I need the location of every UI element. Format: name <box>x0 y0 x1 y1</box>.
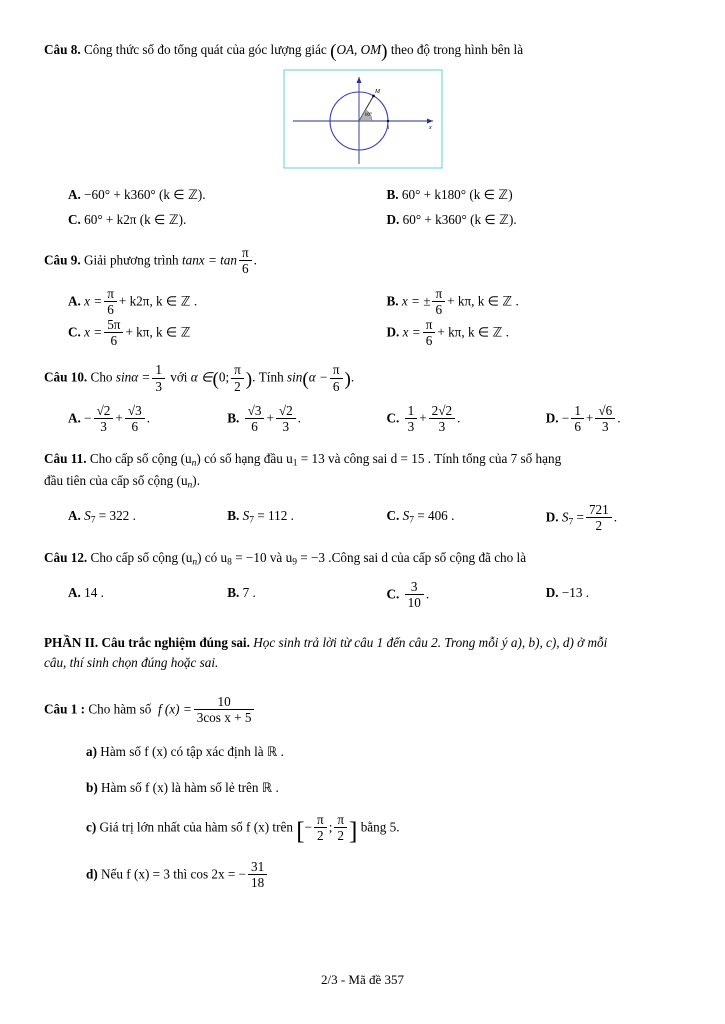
sin-alpha: sinα = <box>115 370 151 386</box>
option-10-c[interactable] <box>363 404 522 435</box>
item-letter: d) <box>86 866 98 882</box>
option-value: = <box>576 509 584 525</box>
option-text: 7 . <box>242 584 256 600</box>
unit-circle-diagram <box>283 69 443 169</box>
numerator: π <box>423 317 436 333</box>
option-pre: x = ± <box>401 293 431 309</box>
numerator: 1 <box>405 403 418 419</box>
option-pre: x = <box>402 324 421 340</box>
option-8-b[interactable] <box>363 182 682 207</box>
alpha-membership: α ∈ <box>190 370 213 386</box>
option-letter: C. <box>386 586 400 602</box>
option-symbol: S <box>242 507 250 523</box>
question-12-options <box>44 580 681 611</box>
paren-close: ) <box>381 41 388 63</box>
subscript-8: 8 <box>227 557 232 568</box>
subscript: 7 <box>409 515 414 526</box>
numerator: 721 <box>586 502 612 518</box>
denominator: 3 <box>407 418 415 434</box>
subscript-n: n <box>192 557 198 568</box>
subscript-n: n <box>191 458 197 469</box>
page-footer: 2/3 - Mã đề 357 <box>320 972 405 987</box>
question-10-label: Câu 10. <box>44 370 88 386</box>
option-text: 60° + k2π (k ∈ ℤ). <box>84 212 187 228</box>
option-11-d[interactable] <box>522 503 681 534</box>
option-letter: A. <box>68 293 81 309</box>
option-letter: D. <box>545 584 559 600</box>
option-letter: D. <box>545 509 559 525</box>
option-post: + kπ, k ∈ ℤ <box>125 324 191 340</box>
paren-open: ( <box>330 41 337 63</box>
option-letter: D. <box>386 212 400 228</box>
question-10-text-4: . <box>350 370 355 386</box>
question-10-options <box>44 404 681 435</box>
fraction <box>571 403 584 434</box>
option-text: 60° + k180° (k ∈ ℤ) <box>401 187 513 203</box>
item-letter: c) <box>86 819 97 835</box>
option-9-c[interactable] <box>44 318 363 349</box>
option-sign: − <box>561 410 570 426</box>
question-9-equation-lead: tanx = tan <box>181 253 237 268</box>
fraction <box>432 286 445 317</box>
numerator: π <box>330 362 343 378</box>
option-symbol: S <box>402 507 410 523</box>
paren-open: ( <box>212 369 219 391</box>
denominator: 3cos x + 5 <box>196 709 252 725</box>
denominator: 6 <box>574 418 581 434</box>
option-letter: B. <box>386 293 399 309</box>
fraction <box>194 694 255 725</box>
question-11-text-4: đầu tiên của cấp số cộng (u <box>44 473 188 489</box>
option-tail: . <box>425 586 430 602</box>
fraction <box>423 317 436 348</box>
numerator: 1 <box>152 362 165 378</box>
option-tail: . <box>617 410 621 426</box>
option-letter: C. <box>68 212 81 228</box>
option-10-a[interactable] <box>44 404 203 435</box>
question-11-text-5: ). <box>192 473 200 489</box>
question-8-label: Câu 8. <box>44 42 81 57</box>
option-text: 60° + k360° (k ∈ ℤ). <box>402 212 517 228</box>
numerator: 10 <box>194 694 255 710</box>
question-9-label: Câu 9. <box>44 253 81 268</box>
denominator: 6 <box>131 418 139 434</box>
denominator: 3 <box>601 418 609 434</box>
numerator: 31 <box>248 859 267 875</box>
part-2-heading <box>44 633 681 673</box>
option-letter: A. <box>68 507 81 523</box>
option-operator: + <box>419 410 427 426</box>
interval-left: 0; <box>218 370 230 386</box>
item-text-post: bằng 5. <box>360 819 400 835</box>
fraction <box>239 245 252 276</box>
denominator: 2 <box>317 828 324 844</box>
denominator: 2 <box>234 378 241 394</box>
option-letter: D. <box>386 324 400 340</box>
option-sign: − <box>84 410 92 426</box>
numerator: √3 <box>125 403 145 419</box>
interval-separator: ; <box>328 819 333 835</box>
question-8-arg: OA, OM <box>336 42 382 57</box>
option-post: + kπ, k ∈ ℤ . <box>447 293 519 309</box>
question-8-text-after: theo độ trong hình bên là <box>390 42 524 57</box>
numerator: 5π <box>104 317 123 333</box>
question-12-text-2: ) có u <box>197 550 228 566</box>
option-12-b[interactable] <box>203 580 362 611</box>
option-letter: C. <box>386 507 400 523</box>
paren-open: ( <box>302 369 309 391</box>
fraction <box>94 403 114 434</box>
subscript: 7 <box>249 515 254 526</box>
label-angle: 60° <box>364 113 372 119</box>
numerator: √2 <box>276 403 296 419</box>
option-letter: C. <box>386 410 400 426</box>
denominator: 6 <box>332 378 340 394</box>
question-11-text-2: ) có số hạng đầu u <box>196 451 293 467</box>
question-12-label: Câu 12. <box>44 550 88 566</box>
label-unit: 1 <box>386 126 389 132</box>
numerator: π <box>239 245 252 261</box>
option-post: + k2π, k ∈ ℤ . <box>118 293 198 309</box>
fraction <box>405 403 418 434</box>
part2-question-1-intro: Cho hàm số <box>88 701 152 717</box>
numerator: 3 <box>405 579 424 595</box>
option-operator: + <box>585 410 594 426</box>
question-11-options <box>44 503 681 534</box>
item-text: Hàm số f (x) có tập xác định là ℝ . <box>100 743 284 759</box>
numerator: π <box>432 286 445 302</box>
fraction <box>586 502 612 533</box>
option-8-a[interactable] <box>44 182 363 207</box>
denominator: 6 <box>425 333 433 349</box>
question-10-text-2: với <box>170 370 188 386</box>
fraction <box>276 403 296 434</box>
part2-q1-item-a[interactable] <box>44 741 681 762</box>
denominator: 6 <box>242 261 249 277</box>
label-point-m: M <box>374 89 380 96</box>
denominator: 10 <box>407 594 421 610</box>
option-9-b[interactable] <box>363 287 682 318</box>
part-2-title: PHẦN II. Câu trắc nghiệm đúng sai. <box>44 634 250 650</box>
part2-question-1-label: Câu 1 : <box>44 701 86 717</box>
option-tail: . <box>297 410 302 426</box>
question-11 <box>44 449 681 494</box>
item-text-pre: Nếu f (x) = 3 thì cos 2x = − <box>101 866 247 882</box>
fraction <box>125 403 145 434</box>
option-text: 14 . <box>84 584 104 600</box>
question-8-text: Công thức số đo tổng quát của góc lượng giác <box>83 42 327 57</box>
function-definition: f (x) = <box>157 701 192 717</box>
question-8-figure <box>283 69 443 173</box>
question-11-label: Câu 11. <box>44 451 87 467</box>
option-operator: + <box>115 410 123 426</box>
bracket-close: ] <box>349 817 358 845</box>
option-9-d[interactable] <box>363 318 682 349</box>
question-10-text-1: Cho <box>90 370 113 386</box>
question-10 <box>44 363 681 394</box>
label-axis-x: x <box>428 125 432 132</box>
option-11-a[interactable] <box>44 503 203 534</box>
numerator: π <box>314 812 327 828</box>
option-11-c[interactable] <box>363 503 522 534</box>
part-2-desc-2: câu, thí sinh chọn đúng hoặc sai. <box>44 654 219 670</box>
fraction <box>104 317 123 348</box>
subscript: 7 <box>90 515 96 526</box>
option-letter: A. <box>68 410 81 426</box>
question-9-equation-tail: . <box>253 253 257 268</box>
option-value: = 322 . <box>98 507 136 523</box>
option-8-d[interactable] <box>363 207 682 232</box>
item-letter: a) <box>86 743 97 759</box>
question-9-options <box>44 287 681 350</box>
option-12-c[interactable] <box>363 580 522 611</box>
fraction <box>245 403 265 434</box>
option-value: = 406 . <box>417 507 455 523</box>
denominator: 2 <box>595 518 603 534</box>
option-tail: . <box>146 410 150 426</box>
option-letter: B. <box>227 507 240 523</box>
option-pre: x = <box>84 293 103 309</box>
paren-close: ) <box>344 369 351 391</box>
numerator: √3 <box>245 403 265 419</box>
option-letter: B. <box>227 410 240 426</box>
question-8 <box>44 40 681 63</box>
denominator: 3 <box>282 418 290 434</box>
question-9-text: Giải phương trình <box>83 253 179 268</box>
denominator: 6 <box>251 418 258 434</box>
option-pre: x = <box>84 324 103 340</box>
option-letter: A. <box>68 584 81 600</box>
option-12-d[interactable] <box>522 580 681 611</box>
option-letter: B. <box>386 187 399 203</box>
option-value: = 112 . <box>257 507 294 523</box>
option-letter: D. <box>545 410 559 426</box>
fraction <box>595 403 615 434</box>
item-text-pre: Giá trị lớn nhất của hàm số f (x) trên <box>99 819 293 835</box>
denominator: 18 <box>251 874 265 890</box>
numerator: 2√2 <box>429 403 455 419</box>
option-12-a[interactable] <box>44 580 203 611</box>
denominator: 3 <box>100 418 107 434</box>
item-text: Hàm số f (x) là hàm số lẻ trên ℝ . <box>101 780 279 796</box>
numerator: π <box>334 812 347 828</box>
numerator: 1 <box>571 403 584 419</box>
option-10-b[interactable] <box>203 404 362 435</box>
denominator: 6 <box>110 333 118 349</box>
option-10-d[interactable] <box>522 404 681 435</box>
numerator: π <box>104 286 117 302</box>
denominator: 2 <box>337 828 344 844</box>
fraction <box>405 579 424 610</box>
sin-expression: sin <box>286 370 303 386</box>
fraction <box>314 812 327 843</box>
option-tail: . <box>457 410 461 426</box>
fraction <box>231 362 244 393</box>
expr-lead: α − <box>308 370 328 386</box>
option-symbol: S <box>561 509 569 525</box>
subscript-n: n <box>187 481 193 492</box>
question-12-text-3: = −10 và u <box>231 550 293 566</box>
fraction <box>330 362 343 393</box>
subscript: 7 <box>568 517 574 528</box>
option-9-a[interactable] <box>44 287 363 318</box>
denominator: 3 <box>438 418 446 434</box>
item-letter: b) <box>86 780 98 796</box>
numerator: π <box>231 362 244 378</box>
option-post: + kπ, k ∈ ℤ . <box>437 324 510 340</box>
option-symbol: S <box>84 507 91 523</box>
fraction <box>248 859 267 890</box>
option-8-c[interactable] <box>44 207 363 232</box>
question-12-text-1: Cho cấp số cộng (u <box>90 550 193 566</box>
denominator: 3 <box>155 378 162 394</box>
numerator: √6 <box>595 403 615 419</box>
part2-q1-item-b[interactable] <box>44 777 681 798</box>
numerator: √2 <box>94 403 114 419</box>
question-8-options <box>44 182 681 232</box>
denominator: 6 <box>435 301 443 317</box>
option-letter: C. <box>68 324 81 340</box>
bracket-open: [ <box>296 817 305 845</box>
question-12 <box>44 548 681 570</box>
question-9 <box>44 246 681 277</box>
fraction <box>104 286 117 317</box>
fraction <box>152 362 165 393</box>
part2-q1-item-d[interactable] <box>44 860 681 891</box>
paren-close: ) <box>245 369 253 391</box>
part2-q1-item-c[interactable] <box>44 813 681 844</box>
option-text: −13 . <box>561 584 590 600</box>
subscript-9: 9 <box>292 557 297 568</box>
option-letter: B. <box>227 584 240 600</box>
part-2-desc-1: Học sinh trả lời từ câu 1 đến câu 2. Trong mỗi ý a), b), c), d) ở mỗi <box>253 634 608 650</box>
option-text: −60° + k360° (k ∈ ℤ). <box>84 187 206 203</box>
option-11-b[interactable] <box>203 503 362 534</box>
denominator: 6 <box>107 301 114 317</box>
option-operator: + <box>266 410 274 426</box>
option-tail: . <box>613 509 618 525</box>
question-11-text-3: = 13 và công sai d = 15 . Tính tổng của 7 số hạng <box>297 451 562 467</box>
subscript-1: 1 <box>292 458 298 469</box>
question-12-text-4: = −3 .Công sai d của cấp số cộng đã cho là <box>296 550 527 566</box>
interval-sign: − <box>304 819 313 835</box>
fraction <box>429 403 455 434</box>
option-letter: A. <box>68 187 81 203</box>
question-11-text-1: Cho cấp số cộng (u <box>89 451 192 467</box>
question-10-text-3: . Tính <box>252 370 284 386</box>
fraction <box>334 812 347 843</box>
part2-question-1 <box>44 695 681 726</box>
